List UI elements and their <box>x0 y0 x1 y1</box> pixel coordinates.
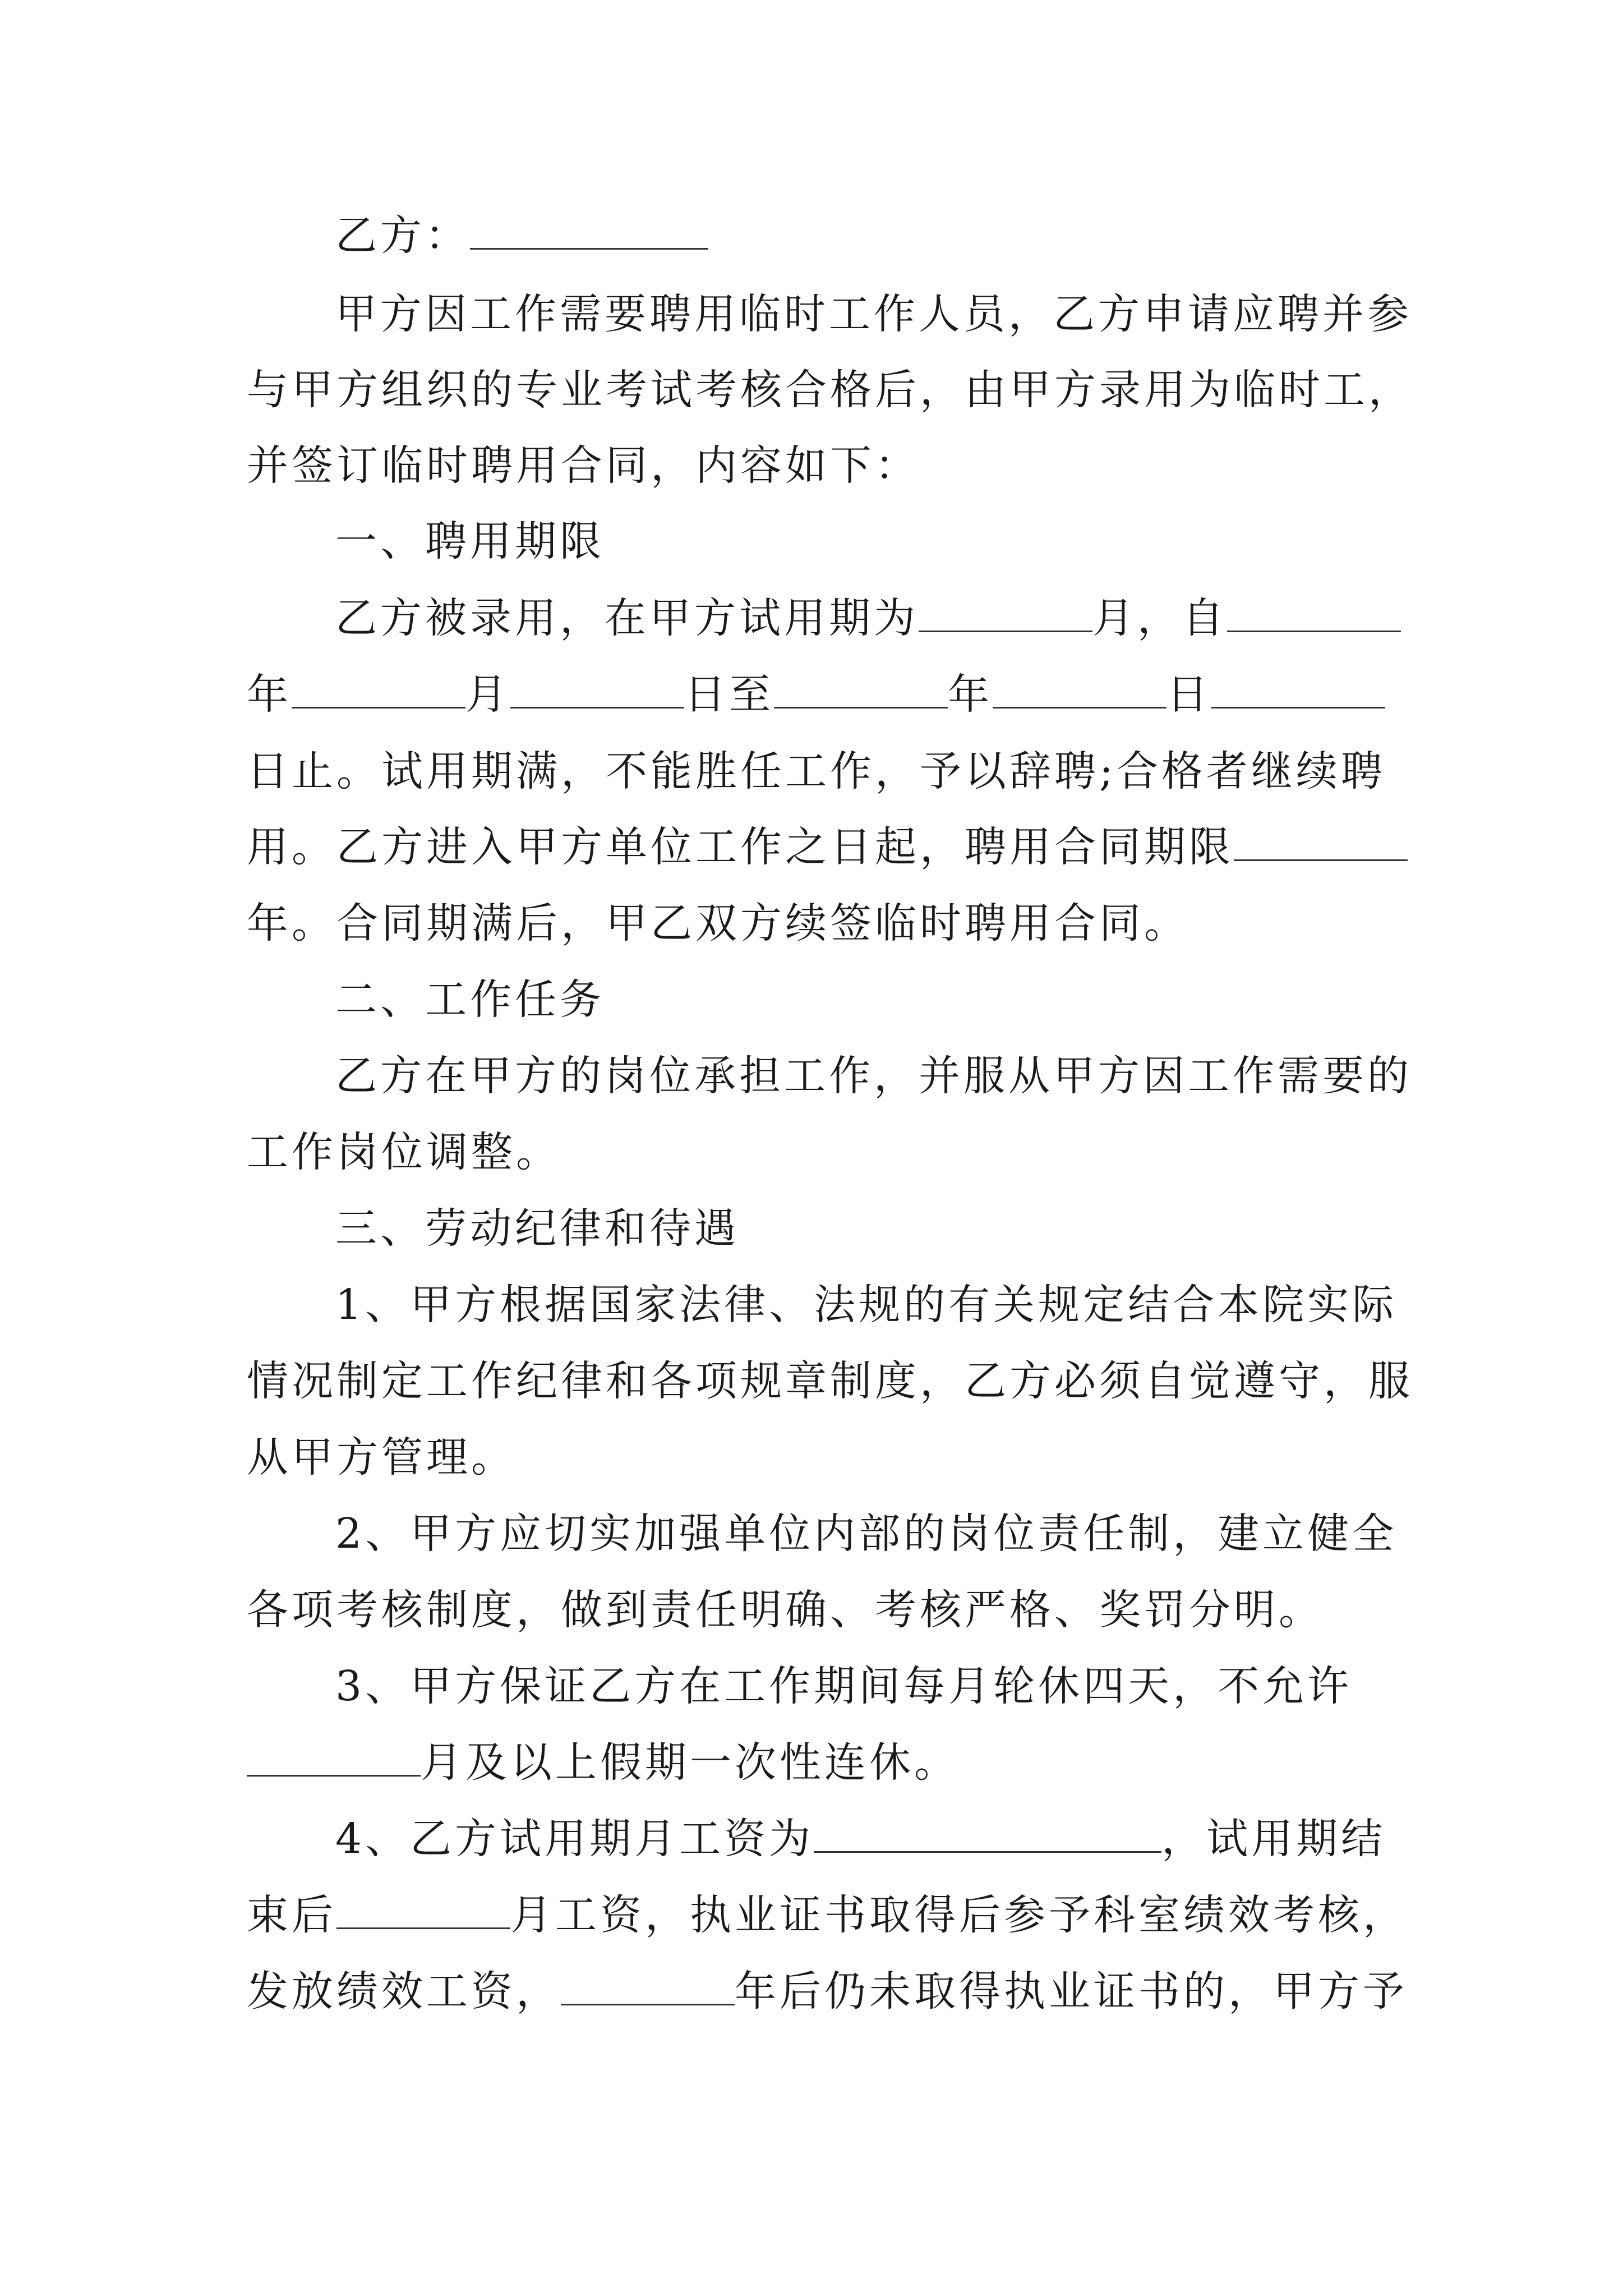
section-3-p4-line-1 <box>335 1811 1623 1867</box>
section-1-heading: 一、聘用期限 <box>335 517 605 565</box>
text-span: 年后仍未取得执业证书的，甲方予 <box>735 1967 1408 2016</box>
text-span: 日至 <box>684 670 774 719</box>
section-1-line-1 <box>335 590 1623 646</box>
section-3-heading: 三、劳动纪律和待遇 <box>335 1204 739 1253</box>
text-span: 乙方被录用，在甲方试用期为 <box>335 594 919 642</box>
post-probation-salary-blank <box>336 1893 510 1929</box>
text-span: 月及以上假期一次性连休。 <box>421 1738 959 1787</box>
text-span: 用。乙方进入甲方单位工作之日起，聘用合同期限 <box>247 823 1234 871</box>
intro-line-1: 甲方因工作需要聘用临时工作人员，乙方申请应聘并参 <box>335 290 1412 338</box>
section-3-p3-line-1: 3、甲方保证乙方在工作期间每月轮休四天，不允许 <box>335 1662 1353 1710</box>
text-span: 发放绩效工资， <box>247 1967 561 2016</box>
text-span: 日 <box>1166 670 1211 719</box>
section-3-p4-line-3 <box>247 1963 1623 2019</box>
section-3-p1-line-3: 从甲方管理。 <box>247 1433 516 1481</box>
section-3-p3-line-2 <box>247 1734 1623 1791</box>
start-year-blank <box>1227 596 1401 632</box>
section-3-p2-line-1: 2、甲方应切实加强单位内部的岗位责任制，建立健全 <box>335 1510 1398 1558</box>
section-2-line-2: 工作岗位调整。 <box>247 1128 561 1176</box>
text-span: 月工资，执业证书取得后参予科室绩效考核， <box>510 1891 1408 1939</box>
intro-line-2: 与甲方组织的专业考试考核合格后，由甲方录用为临时工， <box>247 366 1413 414</box>
section-1-line-3: 日止。试用期满，不能胜任工作，予以辞聘;合格者继续聘 <box>247 747 1386 795</box>
section-1-line-5: 年。合同期满后，甲乙双方续签临时聘用合同。 <box>247 899 1189 947</box>
section-2-heading: 二、工作任务 <box>335 976 605 1024</box>
text-span: 4、乙方试用期月工资为 <box>335 1815 814 1863</box>
section-2-line-1: 乙方在甲方的岗位承担工作，并服从甲方因工作需要的 <box>335 1052 1412 1100</box>
probation-salary-blank <box>814 1816 1161 1853</box>
section-3-p4-line-2 <box>247 1887 1623 1943</box>
text-span: 月，自 <box>1092 594 1227 642</box>
text-span: 束后 <box>247 1891 336 1939</box>
end-month-blank <box>993 672 1166 708</box>
section-1-line-2 <box>247 666 1623 723</box>
section-3-p1-line-1: 1、甲方根据国家法律、法规的有关规定结合本院实际 <box>335 1281 1398 1329</box>
contract-term-blank <box>1234 825 1408 861</box>
party-b-line <box>335 208 1623 264</box>
end-day-blank <box>1211 672 1385 708</box>
party-b-blank <box>470 213 708 250</box>
license-deadline-years-blank <box>561 1969 735 2005</box>
intro-line-3: 并签订临时聘用合同，内容如下： <box>247 441 920 490</box>
leave-months-blank <box>247 1740 421 1777</box>
text-span: 年 <box>247 670 292 719</box>
start-month-blank <box>292 672 465 708</box>
probation-months-blank <box>919 596 1092 632</box>
section-1-line-4 <box>247 819 1623 875</box>
start-day-blank <box>510 672 684 708</box>
end-year-blank <box>774 672 948 708</box>
text-span: 年 <box>948 670 993 719</box>
section-3-p2-line-2: 各项考核制度，做到责任明确、考核严格、奖罚分明。 <box>247 1586 1324 1634</box>
text-span: 月 <box>465 670 510 719</box>
text-span: ，试用期结 <box>1161 1815 1386 1863</box>
party-b-label: 乙方： <box>335 211 470 260</box>
section-3-p1-line-2: 情况制定工作纪律和各项规章制度，乙方必须自觉遵守，服 <box>247 1357 1413 1405</box>
